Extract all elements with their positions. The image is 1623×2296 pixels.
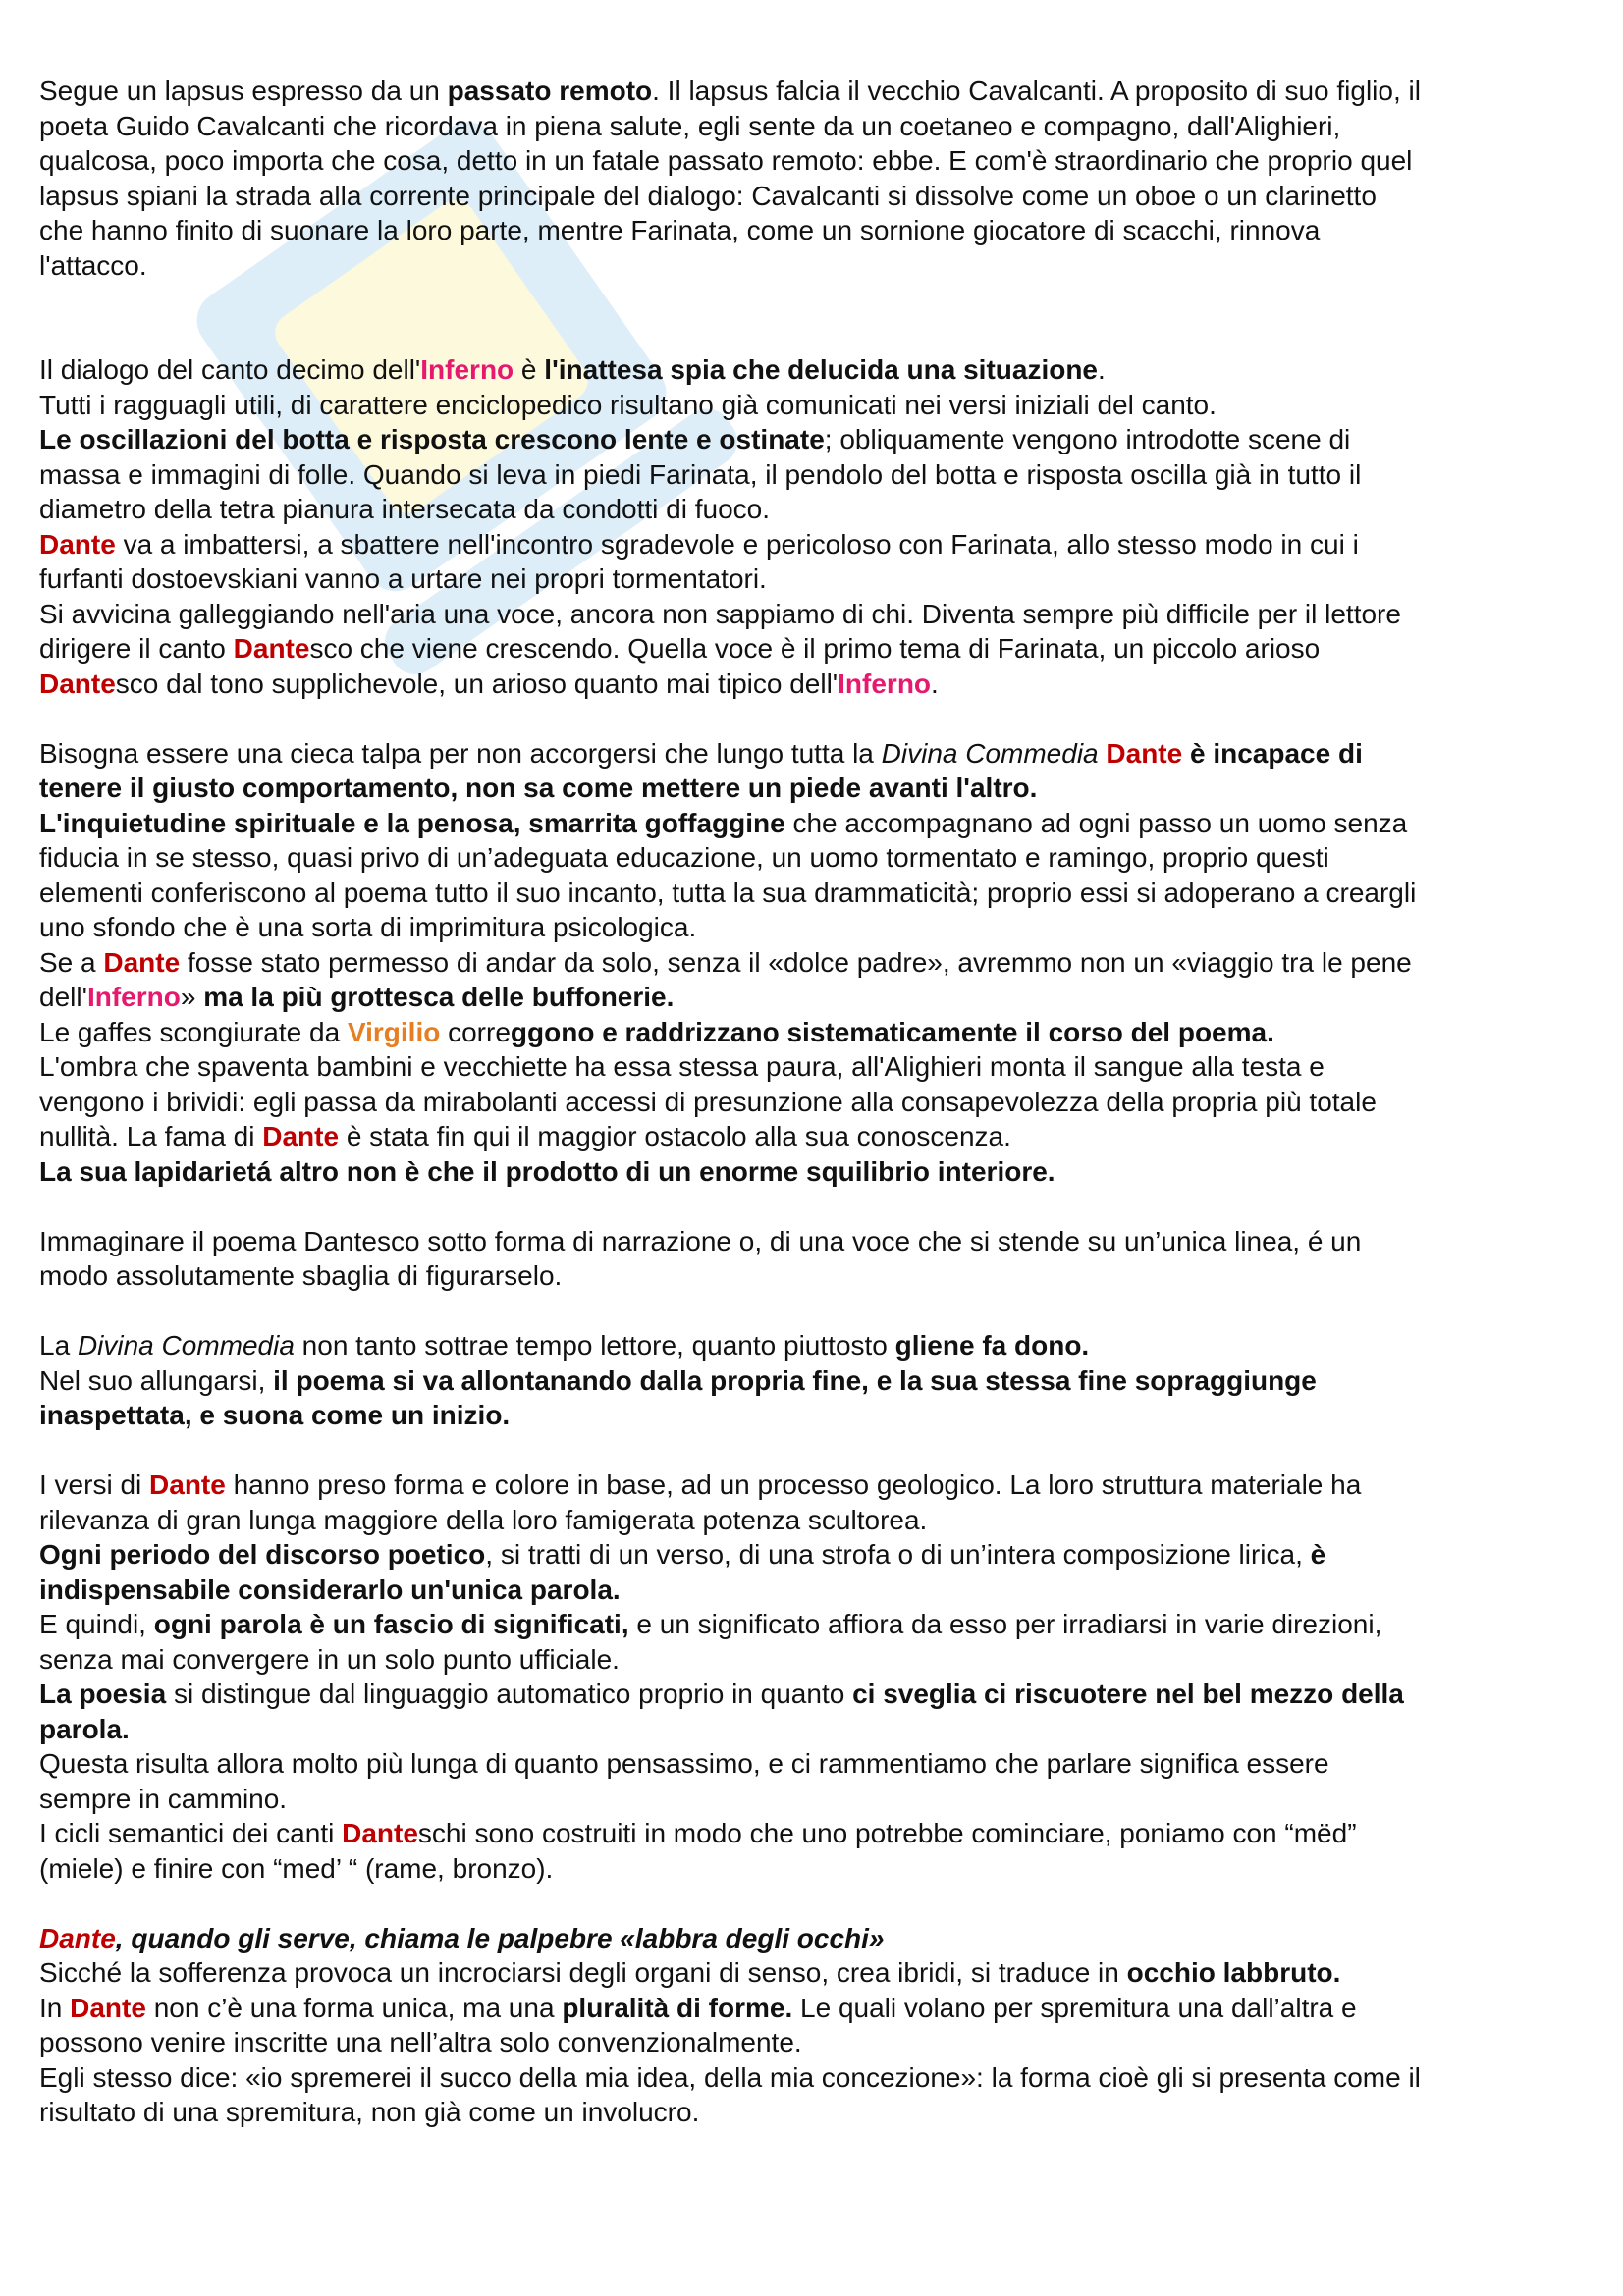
text-segment: Sicché la sofferenza provoca un incrociarsi degli organi di senso, crea ibridi, si traduce in	[39, 1957, 1127, 1988]
bold-text: parola.	[39, 1713, 130, 1744]
bold-text: occhio labbruto.	[1126, 1957, 1341, 1988]
text-line	[39, 1049, 1421, 1085]
text-line	[39, 109, 1421, 144]
text-line	[39, 248, 1421, 284]
text-segment: . Il lapsus falcia il vecchio Cavalcanti. A proposito di suo figlio, il	[652, 76, 1421, 106]
text-segment: Nel suo allungarsi,	[39, 1364, 274, 1396]
bold-text: è incapace di	[1189, 737, 1363, 769]
virgilio-highlight: Virgilio	[347, 1016, 441, 1047]
text-segment: hanno preso forma e colore in base, ad un processo geologico. La loro struttura materiale ha	[225, 1469, 1362, 1500]
text-segment: l'attacco.	[39, 249, 147, 281]
text-segment: E quindi,	[39, 1609, 154, 1639]
text-line	[39, 771, 1421, 806]
text-line	[39, 1642, 1421, 1678]
text-line	[39, 213, 1421, 248]
text-line	[39, 1955, 1421, 1991]
text-segment: , si tratti di un verso, di una strofa o di un’intera composizione lirica,	[485, 1539, 1311, 1570]
text-line	[39, 910, 1421, 945]
text-line	[39, 1328, 1421, 1363]
text-segment: (miele) e finire con “med’ “ (rame, bronzo).	[39, 1852, 554, 1884]
dante-highlight: Dante	[39, 528, 116, 560]
bold-italic-text: , quando gli serve, chiama le palpebre «labbra degli occhi»	[115, 1922, 885, 1953]
text-segment: rilevanza di gran lunga maggiore della loro famigerata potenza scultorea.	[39, 1504, 928, 1535]
text-line	[39, 179, 1421, 214]
text-segment: Immaginare il poema Dantesco sotto forma di narrazione o, di una voce che si stende su un’unica linea, é un	[39, 1225, 1362, 1256]
text-line	[39, 1921, 1421, 1956]
text-segment: che hanno finito di suonare la loro parte, mentre Farinata, come un sornione giocatore di scacchi, rinnova	[39, 215, 1321, 245]
text-line	[39, 945, 1421, 981]
dante-highlight: Dante	[103, 946, 181, 978]
text-line	[39, 422, 1421, 457]
text-segment: senza mai convergere in un solo punto ufficiale.	[39, 1643, 620, 1675]
text-line	[39, 736, 1421, 772]
blank-line	[39, 318, 1421, 353]
text-segment: fiducia in se stesso, quasi privo di un’adeguata educazione, un uomo tormentato e ramingo, proprio questi	[39, 842, 1329, 873]
bold-text: Le oscillazioni del botta e risposta crescono lente e ostinate	[39, 424, 825, 454]
text-segment: si distingue dal linguaggio automatico proprio in quanto	[166, 1679, 853, 1709]
text-segment: corre	[440, 1016, 511, 1047]
text-segment: risultato di una spremitura, non già come un involucro.	[39, 2097, 700, 2127]
text-segment: lapsus spiani la strada alla corrente principale del dialogo: Cavalcanti si dissolve come un oboe o un clarinetto	[39, 180, 1377, 211]
bold-text: inaspettata, e suona come un inizio.	[39, 1400, 511, 1430]
text-segment: non tanto sottrae tempo lettore, quanto piuttosto	[294, 1330, 895, 1361]
text-segment: schi sono costruiti in modo che uno potrebbe cominciare, poniamo con “mëd”	[417, 1818, 1357, 1848]
text-line	[39, 1677, 1421, 1712]
bold-text: il poema si va allontanando dalla propria fine, e la sua stessa fine sopraggiunge	[273, 1364, 1317, 1396]
text-line	[39, 2095, 1421, 2130]
dante-highlight: Dante	[39, 667, 116, 699]
text-line	[39, 1607, 1421, 1642]
text-segment: Le gaffes scongiurate da	[39, 1016, 348, 1047]
italic-text: Divina Commedia	[77, 1330, 295, 1361]
document-body	[39, 74, 1421, 2130]
text-line	[39, 840, 1421, 876]
text-segment: qualcosa, poco importa che cosa, detto in un fatale passato remoto: ebbe. E com'è straordinario che proprio quel	[39, 145, 1413, 176]
text-segment: Se a	[39, 946, 104, 978]
text-segment: Egli stesso dice: «io spremerei il succo della mia idea, della mia concezione»: la forma cioè gli si presenta come il	[39, 2061, 1421, 2093]
text-segment: sempre in cammino.	[39, 1783, 288, 1814]
text-line	[39, 457, 1421, 493]
text-segment: Si avvicina galleggiando nell'aria una voce, ancora non sappiamo di chi. Diventa sempre più difficile per il lettore	[39, 598, 1401, 629]
text-line	[39, 1746, 1421, 1782]
bold-text: ma la più grottesca delle buffonerie.	[203, 982, 675, 1012]
dante-highlight: Dante	[233, 633, 310, 664]
text-line	[39, 1537, 1421, 1573]
text-segment: .	[931, 667, 939, 699]
text-line	[39, 1991, 1421, 2026]
bold-text: è	[1310, 1539, 1326, 1570]
text-line	[39, 561, 1421, 597]
text-line	[39, 1224, 1421, 1259]
text-line	[39, 1015, 1421, 1050]
text-segment: In	[39, 1992, 71, 2023]
text-segment: ; obliquamente vengono introdotte scene di	[824, 424, 1351, 454]
text-line	[39, 352, 1421, 388]
text-segment: fosse stato permesso di andar da solo, senza il «dolce padre», avremmo non un «viaggio tra le pene	[180, 946, 1412, 978]
text-line	[39, 1398, 1421, 1433]
text-segment: è	[514, 354, 545, 385]
text-line	[39, 143, 1421, 179]
bold-text: ogni parola è un fascio di significati,	[153, 1609, 629, 1639]
text-segment: I cicli semantici dei canti	[39, 1818, 343, 1848]
text-segment: vengono i brividi: egli passa da mirabolanti accessi di presunzione alla consapevolezza della propria più totale	[39, 1086, 1377, 1117]
inferno-highlight: Inferno	[86, 982, 181, 1012]
bold-text: l'inattesa spia che delucida una situazione	[544, 354, 1099, 385]
bold-text: gliene fa dono.	[894, 1330, 1090, 1361]
text-line	[39, 631, 1421, 667]
text-segment: uno sfondo che è una sorta di imprimitura psicologica.	[39, 912, 697, 942]
text-line	[39, 492, 1421, 527]
bold-text: La poesia	[39, 1679, 167, 1709]
bold-text: ggono e raddrizzano sistematicamente il corso del poema.	[510, 1016, 1274, 1047]
dante-highlight: Dante	[342, 1818, 418, 1848]
bold-text: indispensabile considerarlo un'unica parola.	[39, 1574, 621, 1605]
bold-text: ci sveglia ci riscuotere nel bel mezzo della	[852, 1679, 1404, 1709]
text-segment: La	[39, 1330, 78, 1361]
text-line	[39, 1503, 1421, 1538]
text-line	[39, 1782, 1421, 1817]
text-line	[39, 2060, 1421, 2096]
text-line	[39, 1816, 1421, 1851]
dante-highlight: Dante	[39, 1922, 116, 1953]
text-segment: è stata fin qui il maggior ostacolo alla sua conoscenza.	[339, 1121, 1011, 1151]
text-line	[39, 1363, 1421, 1399]
text-segment: Tutti i ragguagli utili, di carattere enciclopedico risultano già comunicati nei versi iniziali del canto.	[39, 389, 1217, 420]
inferno-highlight: Inferno	[838, 667, 932, 699]
text-line	[39, 1468, 1421, 1503]
text-segment: furfanti dostoevskiani vanno a urtare nei propri tormentatori.	[39, 563, 767, 594]
text-line	[39, 980, 1421, 1015]
bold-text: pluralità di forme.	[562, 1992, 793, 2023]
text-line	[39, 806, 1421, 841]
text-line	[39, 2025, 1421, 2060]
text-segment: .	[1098, 354, 1106, 385]
text-line	[39, 597, 1421, 632]
text-line	[39, 876, 1421, 911]
text-segment: Questa risulta allora molto più lunga di quanto pensassimo, e ci rammentiamo che parlare significa essere	[39, 1748, 1329, 1779]
dante-highlight: Dante	[262, 1121, 340, 1151]
text-segment: Segue un lapsus espresso da un	[39, 76, 448, 106]
text-segment: nullità. La fama di	[39, 1121, 263, 1151]
text-line	[39, 1573, 1421, 1608]
text-segment: sco che viene crescendo. Quella voce è il primo tema di Farinata, un piccolo arioso	[309, 633, 1321, 664]
text-segment: possono venire inscritte una nell’altra solo convenzionalmente.	[39, 2027, 802, 2057]
bold-text: tenere il giusto comportamento, non sa come mettere un piede avanti l'altro.	[39, 773, 1038, 803]
blank-line	[39, 1189, 1421, 1224]
text-segment: poeta Guido Cavalcanti che ricordava in piena salute, egli sente da un coetaneo e compagno, dall'Alighieri,	[39, 110, 1341, 141]
text-segment: modo assolutamente sbaglia di figurarselo.	[39, 1260, 563, 1291]
text-line	[39, 1851, 1421, 1887]
text-segment: elementi conferiscono al poema tutto il suo incanto, tutta la sua drammaticità; proprio essi si adoperano a creargli	[39, 877, 1417, 908]
text-segment: »	[180, 982, 204, 1012]
text-line	[39, 527, 1421, 562]
bold-text: passato remoto	[447, 76, 653, 106]
text-segment: va a imbattersi, a sbattere nell'incontro sgradevole e pericoloso con Farinata, allo stesso modo in cui i	[115, 528, 1359, 560]
italic-text: Divina Commedia	[881, 737, 1099, 769]
text-line	[39, 388, 1421, 423]
text-segment: Le quali volano per spremitura una dall’altra e	[792, 1992, 1357, 2023]
dante-highlight: Dante	[149, 1469, 226, 1500]
text-segment: non c’è una forma unica, ma una	[145, 1992, 563, 2023]
text-segment: sco dal tono supplichevole, un arioso quanto mai tipico dell'	[115, 667, 839, 699]
bold-text: La sua lapidarietá altro non è che il prodotto di un enorme squilibrio interiore.	[39, 1155, 1055, 1187]
dante-highlight: Dante	[70, 1992, 146, 2023]
text-line	[39, 667, 1421, 702]
text-segment: che accompagnano ad ogni passo un uomo senza	[784, 807, 1408, 838]
text-segment: e un significato affiora da esso per irradiarsi in varie direzioni,	[628, 1609, 1382, 1639]
text-segment: Il dialogo del canto decimo dell'	[39, 354, 421, 385]
text-segment	[1182, 738, 1190, 769]
bold-text: Ogni periodo del discorso poetico	[39, 1539, 486, 1570]
text-segment: massa e immagini di folle. Quando si leva in piedi Farinata, il pendolo del botta e risposta oscilla già in tutto il	[39, 458, 1362, 490]
bold-text: L'inquietudine spirituale e la penosa, smarrita goffaggine	[39, 807, 785, 838]
text-line	[39, 1085, 1421, 1120]
blank-line	[39, 1433, 1421, 1468]
blank-line	[39, 1886, 1421, 1921]
text-line	[39, 1712, 1421, 1747]
inferno-highlight: Inferno	[420, 354, 514, 385]
blank-line	[39, 1294, 1421, 1329]
dante-highlight: Dante	[1106, 737, 1183, 769]
text-segment: L'ombra che spaventa bambini e vecchiette ha essa stessa paura, all'Alighieri monta il sangue alla testa e	[39, 1051, 1325, 1082]
text-segment: Bisogna essere una cieca talpa per non accorgersi che lungo tutta la	[39, 737, 882, 769]
text-line	[39, 74, 1421, 109]
text-segment: I versi di	[39, 1469, 150, 1500]
text-line	[39, 1154, 1421, 1190]
text-segment: dell'	[39, 982, 87, 1012]
text-line	[39, 1119, 1421, 1154]
text-segment: dirigere il canto	[39, 633, 234, 664]
blank-line	[39, 283, 1421, 318]
text-line	[39, 1258, 1421, 1294]
text-segment: diametro della tetra pianura intersecata da condotti di fuoco.	[39, 494, 771, 524]
blank-line	[39, 701, 1421, 736]
